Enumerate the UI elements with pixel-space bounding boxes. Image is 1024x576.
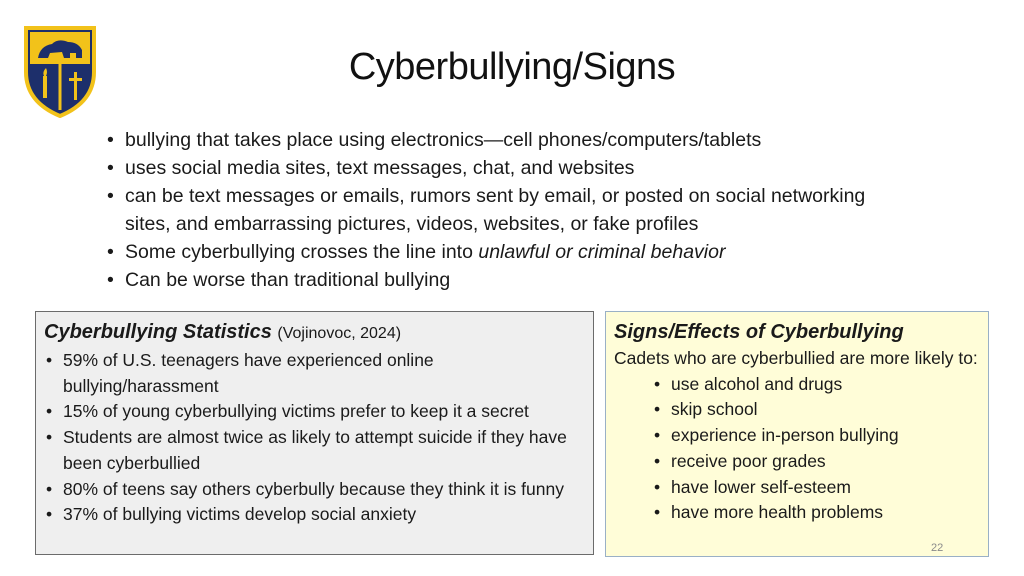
- statistics-item: • Students are almost twice as likely to attempt suicide if they have been cyberbullied: [44, 425, 585, 476]
- signs-box: [605, 311, 989, 557]
- bullet-text: Some cyberbullying crosses the line into: [125, 241, 479, 263]
- statistics-item: • 37% of bullying victims develop social anxiety: [44, 502, 585, 528]
- bullet-emphasis: unlawful or criminal behavior: [478, 241, 726, 263]
- statistics-box-title: [44, 318, 585, 348]
- statistics-item: • 15% of young cyberbullying victims prefer to keep it a secret: [44, 399, 585, 425]
- bullet-item: • Can be worse than traditional bullying: [107, 266, 907, 294]
- signs-item: • skip school: [614, 397, 980, 423]
- signs-box-title: Signs/Effects of Cyberbullying: [614, 321, 904, 343]
- statistics-box: [35, 311, 594, 555]
- signs-item: • have more health problems: [614, 500, 980, 526]
- statistics-item: • 59% of U.S. teenagers have experienced online bullying/harassment: [44, 348, 585, 399]
- statistics-title-text: Cyberbullying Statistics: [44, 321, 272, 343]
- signs-list: [614, 372, 980, 526]
- intro-bullet-list: [107, 126, 907, 294]
- page-number: 22: [931, 542, 944, 554]
- bullet-item: • can be text messages or emails, rumors sent by email, or posted on social networking sites, and embarrassing pictures, videos, websites, or fake profiles: [107, 182, 907, 238]
- bullet-item: • uses social media sites, text messages, chat, and websites: [107, 154, 907, 182]
- signs-item: • receive poor grades: [614, 449, 980, 475]
- statistics-item: • 80% of teens say others cyberbully because they think it is funny: [44, 477, 585, 503]
- signs-item: • have lower self-esteem: [614, 475, 980, 501]
- signs-item: • use alcohol and drugs: [614, 372, 980, 398]
- signs-item: • experience in-person bullying: [614, 423, 980, 449]
- statistics-list: [44, 348, 585, 528]
- bullet-item-unlawful: [107, 238, 907, 266]
- bullet-item: • bullying that takes place using electronics—cell phones/computers/tablets: [107, 126, 907, 154]
- slide-title: Cyberbullying/Signs: [348, 46, 676, 88]
- signs-intro: Cadets who are cyberbullied are more likely to:: [614, 348, 978, 368]
- statistics-citation: (Vojinovoc, 2024): [277, 325, 402, 342]
